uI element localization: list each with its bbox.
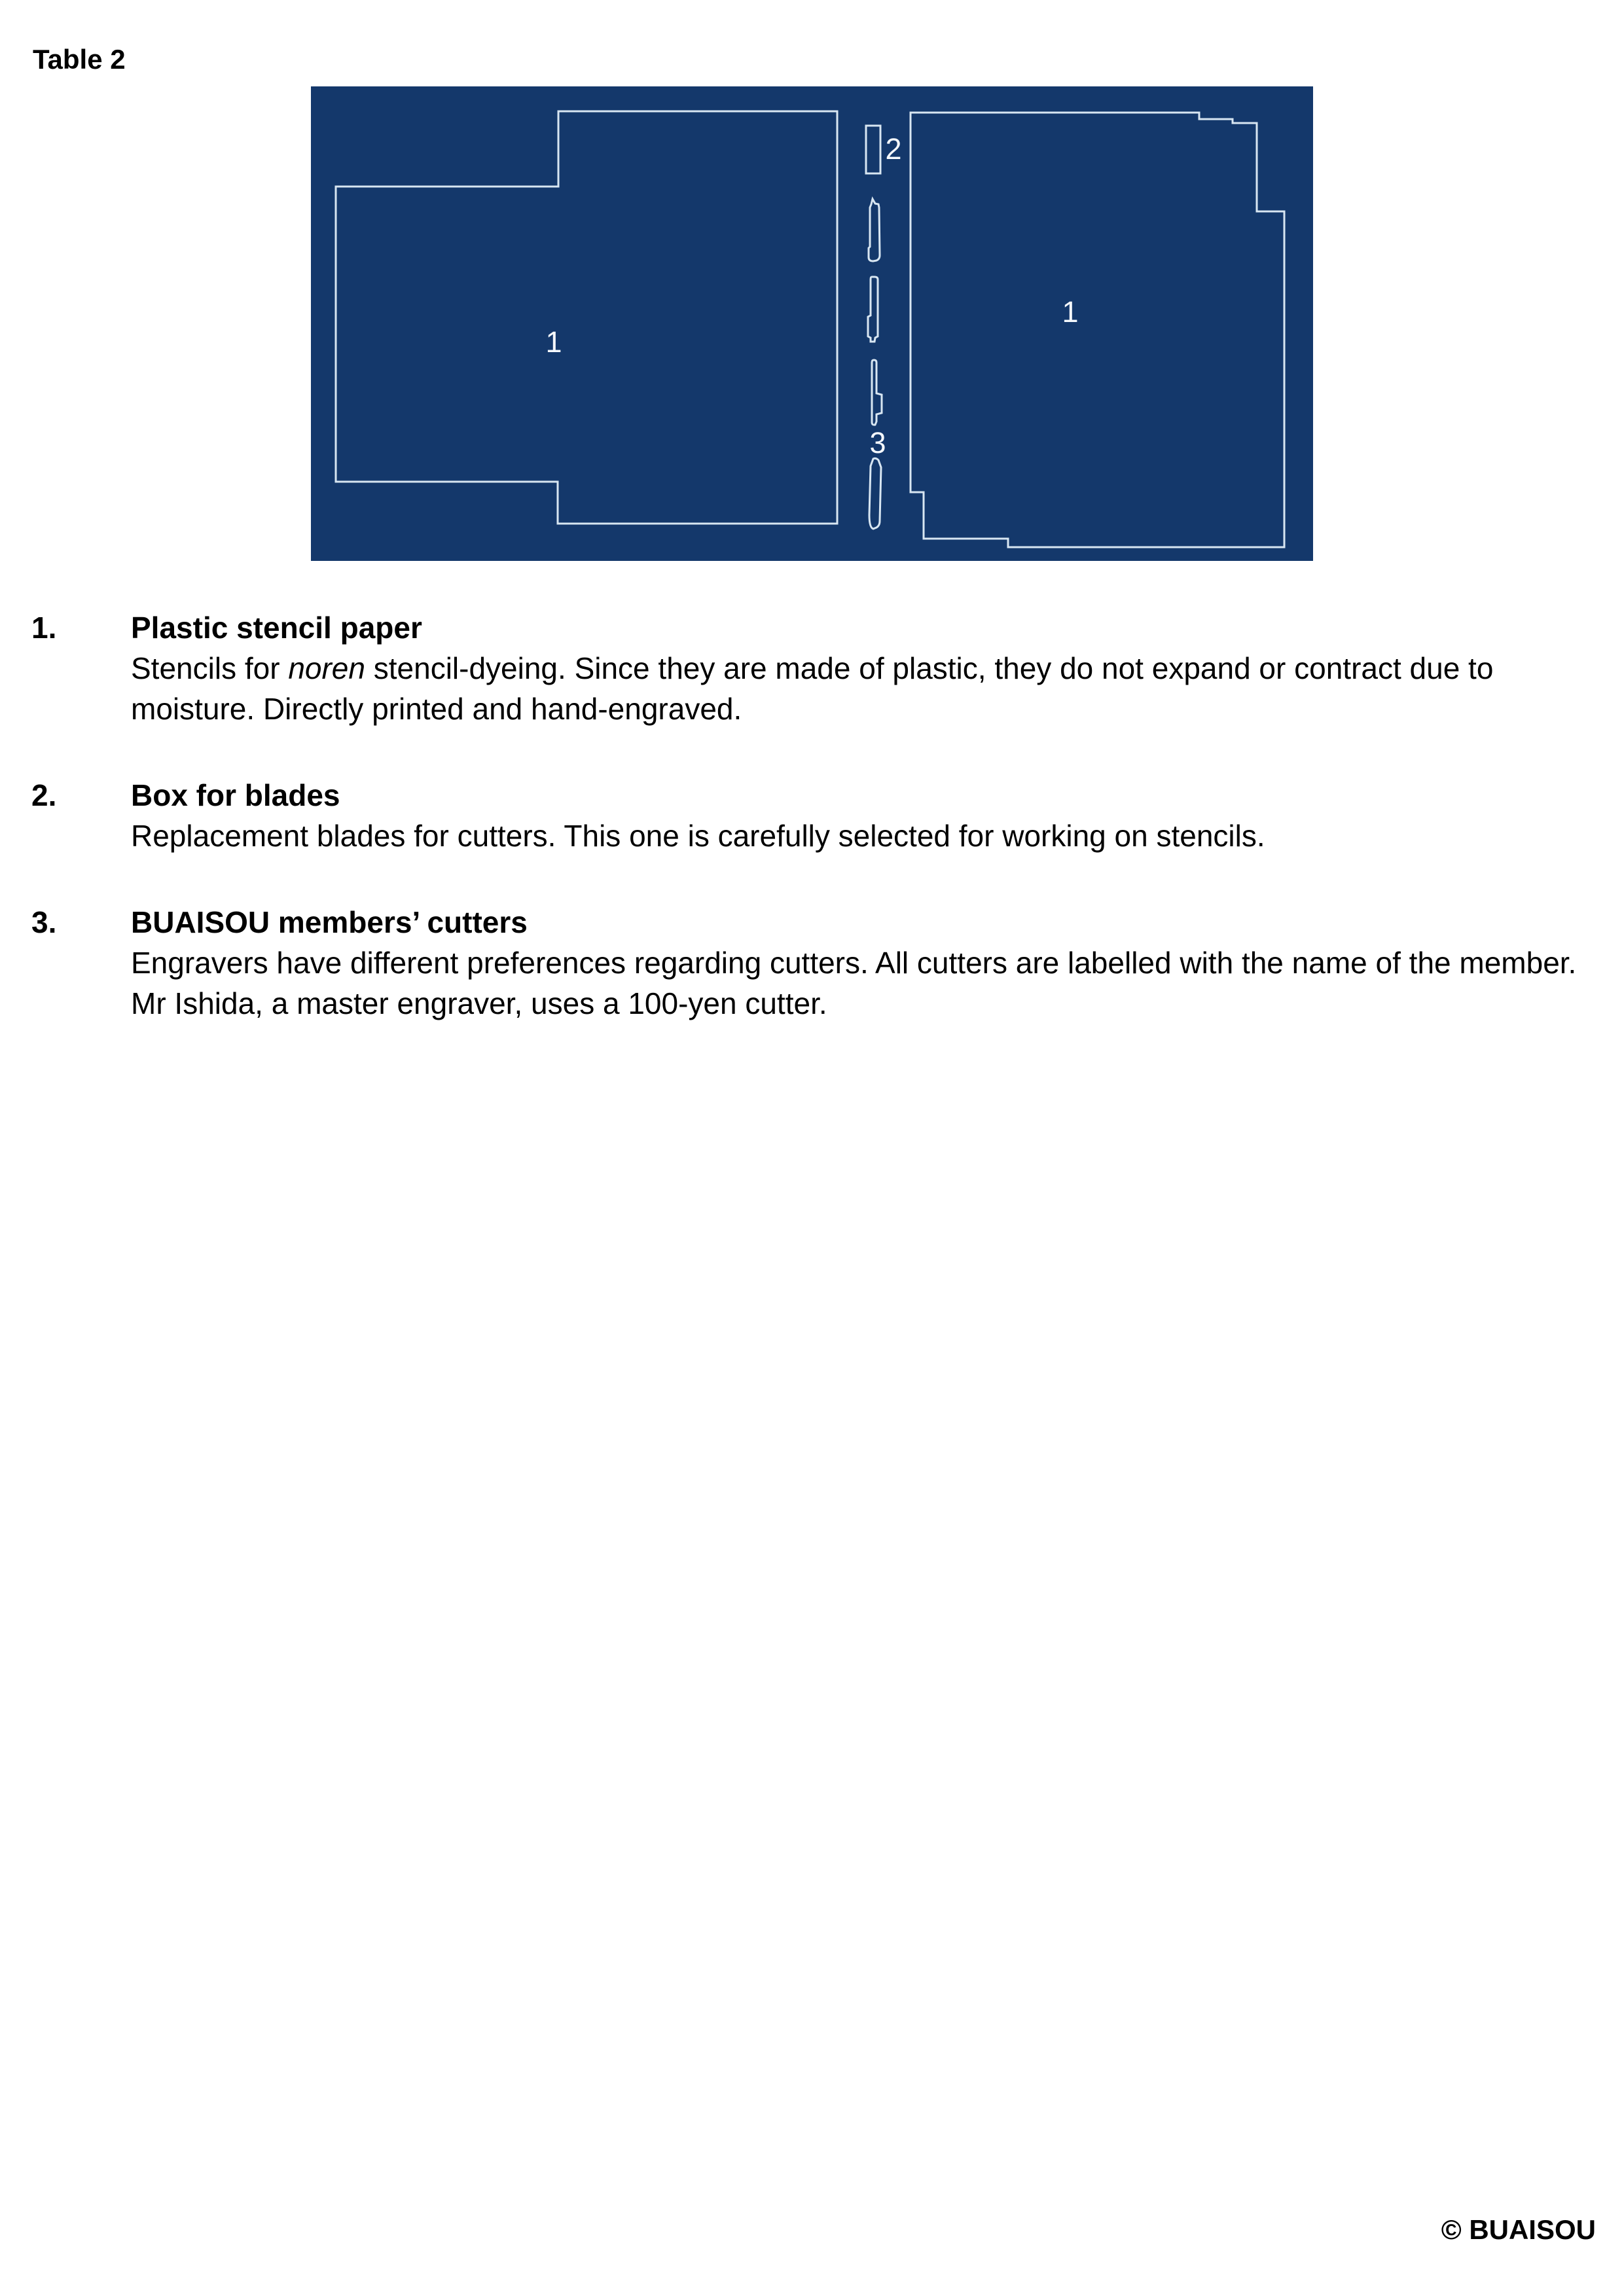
item-text [131,902,1597,1024]
item-body-prefix: Stencils for [131,651,289,685]
item-body [131,648,1597,729]
item-number: 1. [31,611,57,645]
item-body-italic-term: noren [288,651,365,685]
list-item-members-cutters [31,902,1597,1024]
item-number: 3. [31,905,57,939]
item-body-suffix: stencil-dyeing. Since they are made of plastic, they do not expand or contract due to moisture. Directly printed and hand-engraved. [131,651,1494,726]
stencil-photo-canvas [311,86,1313,561]
item-title: BUAISOU members’ cutters [131,905,528,939]
label-left-stencil: 1 [545,325,562,359]
list-item-box-for-blades [31,775,1597,856]
item-body: Engravers have different preferences regarding cutters. All cutters are labelled with the name of the member. Mr Ishida, a master engraver, uses a 100-yen cutter. [131,946,1577,1020]
label-right-stencil: 1 [1062,295,1079,329]
item-title: Plastic stencil paper [131,611,422,645]
label-blade-box: 2 [885,132,902,166]
photo-background [311,86,1313,561]
list-item-plastic-stencil-paper [31,607,1597,729]
item-number: 2. [31,778,57,812]
copyright-notice: © BUAISOU [1441,2214,1596,2245]
label-cutters: 3 [869,426,886,459]
page-title: Table 2 [33,44,126,75]
item-title: Box for blades [131,778,340,812]
item-text [131,775,1597,856]
stencil-tools-photo [311,86,1313,561]
item-text [131,607,1597,729]
item-body: Replacement blades for cutters. This one is carefully selected for working on stencils. [131,819,1265,853]
numbered-list [31,607,1597,1069]
